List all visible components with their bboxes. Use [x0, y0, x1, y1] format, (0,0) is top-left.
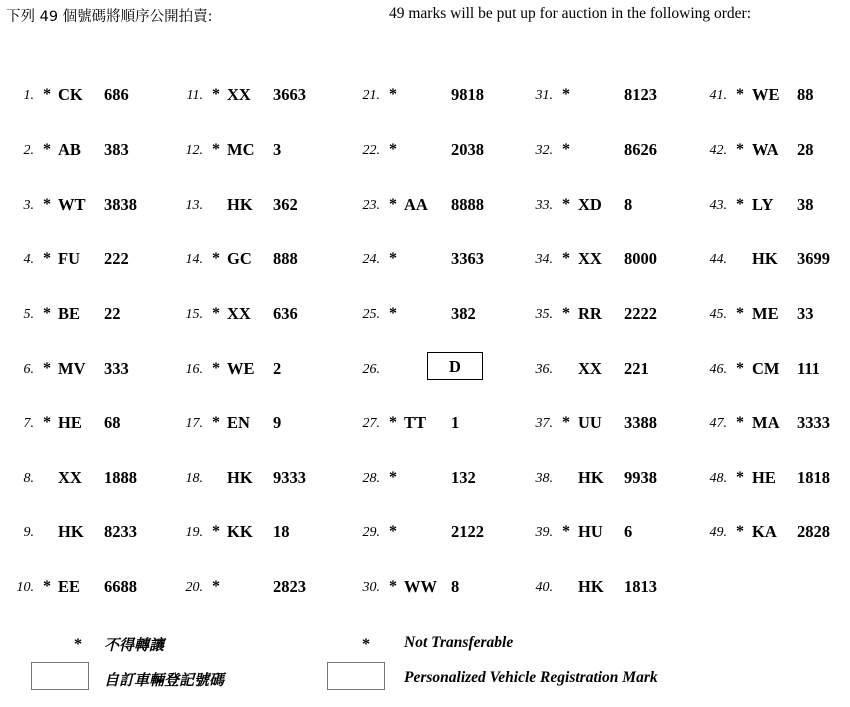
mark-number: 2 — [273, 359, 282, 378]
mark-prefix: RR — [578, 304, 602, 323]
mark-number: 68 — [104, 413, 121, 432]
mark-prefix: CM — [752, 359, 780, 378]
not-transferable-star: * — [736, 86, 744, 103]
not-transferable-star: * — [736, 141, 744, 158]
mark-number: 9333 — [273, 468, 306, 487]
mark-number: 18 — [273, 522, 290, 541]
grid-row — [0, 189, 850, 219]
grid-row — [0, 462, 850, 492]
lot-number: 27. — [362, 416, 380, 431]
not-transferable-star: * — [43, 414, 51, 431]
legend-pvrm-box-en — [327, 662, 385, 690]
mark-prefix: HE — [58, 413, 82, 432]
mark-number: 9938 — [624, 468, 657, 487]
legend-pvrm-zh: 自訂車輛登記號碼 — [104, 671, 225, 689]
mark-number: 3 — [273, 140, 282, 159]
mark-number: 88 — [797, 85, 814, 104]
lot-number: 48. — [709, 471, 727, 486]
mark-prefix: FU — [58, 249, 80, 268]
mark-number: 8000 — [624, 249, 657, 268]
legend-star-symbol: * — [74, 636, 82, 653]
lot-number: 41. — [709, 88, 727, 103]
mark-number: 8 — [624, 195, 633, 214]
not-transferable-star: * — [212, 414, 220, 431]
not-transferable-star: * — [562, 196, 570, 213]
not-transferable-star: * — [389, 469, 397, 486]
mark-prefix: HK — [578, 577, 604, 596]
not-transferable-star: * — [389, 305, 397, 322]
mark-number: 2222 — [624, 304, 657, 323]
lot-number: 45. — [709, 307, 727, 322]
grid-row — [0, 353, 850, 383]
mark-prefix: HE — [752, 468, 776, 487]
mark-prefix: ME — [752, 304, 779, 323]
mark-prefix: EE — [58, 577, 81, 596]
mark-number: 1888 — [104, 468, 137, 487]
mark-prefix: HK — [227, 468, 253, 487]
mark-prefix: HK — [578, 468, 604, 487]
mark-number: 8888 — [451, 195, 484, 214]
mark-prefix: MV — [58, 359, 86, 378]
lot-number: 29. — [362, 525, 380, 540]
lot-number: 7. — [23, 416, 34, 431]
mark-number: 3663 — [273, 85, 306, 104]
mark-number: 6688 — [104, 577, 137, 596]
lot-number: 6. — [23, 362, 34, 377]
not-transferable-star: * — [389, 196, 397, 213]
not-transferable-star: * — [212, 250, 220, 267]
not-transferable-star: * — [389, 523, 397, 540]
mark-number: 382 — [451, 304, 476, 323]
mark-prefix: XD — [578, 195, 602, 214]
lot-number: 17. — [185, 416, 203, 431]
mark-number: 3363 — [451, 249, 484, 268]
not-transferable-star: * — [736, 196, 744, 213]
not-transferable-star: * — [389, 86, 397, 103]
mark-prefix: HU — [578, 522, 603, 541]
lot-number: 16. — [185, 362, 203, 377]
mark-prefix: MC — [227, 140, 255, 159]
mark-number: 111 — [797, 359, 820, 378]
mark-prefix: XX — [227, 85, 251, 104]
not-transferable-star: * — [43, 305, 51, 322]
lot-number: 43. — [709, 198, 727, 213]
mark-prefix: BE — [58, 304, 81, 323]
mark-number: 28 — [797, 140, 814, 159]
not-transferable-star: * — [43, 86, 51, 103]
mark-prefix: EN — [227, 413, 250, 432]
header-chinese: 下列 49 個號碼將順序公開拍賣: — [6, 9, 213, 25]
lot-number: 24. — [362, 252, 380, 267]
mark-prefix: XX — [227, 304, 251, 323]
legend-not-transferable-zh: 不得轉讓 — [104, 636, 165, 654]
mark-prefix: TT — [404, 413, 427, 432]
lot-number: 18. — [185, 471, 203, 486]
lot-number: 20. — [185, 580, 203, 595]
not-transferable-star: * — [562, 141, 570, 158]
mark-number: 383 — [104, 140, 129, 159]
mark-number: 3333 — [797, 413, 830, 432]
mark-prefix: UU — [578, 413, 602, 432]
mark-prefix: CK — [58, 85, 83, 104]
mark-prefix: WA — [752, 140, 779, 159]
mark-number: 2122 — [451, 522, 484, 541]
mark-number: 8123 — [624, 85, 657, 104]
grid-row — [0, 298, 850, 328]
lot-number: 1. — [23, 88, 34, 103]
mark-prefix: HK — [58, 522, 84, 541]
mark-prefix: GC — [227, 249, 252, 268]
not-transferable-star: * — [736, 414, 744, 431]
personalized-mark-box: D — [427, 352, 483, 380]
lot-number: 4. — [23, 252, 34, 267]
lot-number: 44. — [709, 252, 727, 267]
legend-pvrm-en: Personalized Vehicle Registration Mark — [404, 669, 658, 686]
mark-number: 222 — [104, 249, 129, 268]
lot-number: 2. — [23, 143, 34, 158]
grid-row — [0, 79, 850, 109]
lot-number: 35. — [535, 307, 553, 322]
lot-number: 9. — [23, 525, 34, 540]
mark-number: 3388 — [624, 413, 657, 432]
not-transferable-star: * — [43, 360, 51, 377]
lot-number: 33. — [535, 198, 553, 213]
grid-row — [0, 516, 850, 546]
lot-number: 23. — [362, 198, 380, 213]
not-transferable-star: * — [212, 523, 220, 540]
not-transferable-star: * — [562, 86, 570, 103]
mark-number: 362 — [273, 195, 298, 214]
legend-pvrm-box — [31, 662, 89, 690]
grid-row — [0, 243, 850, 273]
legend-star-symbol-en: * — [362, 636, 370, 653]
not-transferable-star: * — [212, 305, 220, 322]
not-transferable-star: * — [562, 305, 570, 322]
not-transferable-star: * — [736, 305, 744, 322]
not-transferable-star: * — [562, 414, 570, 431]
mark-prefix: WE — [227, 359, 255, 378]
lot-number: 8. — [23, 471, 34, 486]
not-transferable-star: * — [389, 250, 397, 267]
mark-prefix: HK — [752, 249, 778, 268]
not-transferable-star: * — [43, 196, 51, 213]
lot-number: 25. — [362, 307, 380, 322]
lot-number: 5. — [23, 307, 34, 322]
lot-number: 3. — [23, 198, 34, 213]
mark-number: 132 — [451, 468, 476, 487]
lot-number: 19. — [185, 525, 203, 540]
lot-number: 31. — [535, 88, 553, 103]
lot-number: 32. — [535, 143, 553, 158]
lot-number: 37. — [535, 416, 553, 431]
not-transferable-star: * — [43, 250, 51, 267]
mark-number: 2038 — [451, 140, 484, 159]
mark-number: 2823 — [273, 577, 306, 596]
not-transferable-star: * — [43, 141, 51, 158]
mark-number: 2828 — [797, 522, 830, 541]
mark-prefix: KK — [227, 522, 253, 541]
mark-number: 686 — [104, 85, 129, 104]
mark-prefix: WT — [58, 195, 86, 214]
mark-number: 1813 — [624, 577, 657, 596]
lot-number: 40. — [535, 580, 553, 595]
lot-number: 49. — [709, 525, 727, 540]
not-transferable-star: * — [736, 469, 744, 486]
mark-number: 38 — [797, 195, 814, 214]
mark-prefix: WE — [752, 85, 780, 104]
mark-prefix: LY — [752, 195, 774, 214]
mark-number: 8626 — [624, 140, 657, 159]
mark-number: 1818 — [797, 468, 830, 487]
mark-prefix: XX — [578, 249, 602, 268]
lot-number: 14. — [185, 252, 203, 267]
lot-number: 11. — [186, 88, 203, 103]
not-transferable-star: * — [736, 523, 744, 540]
not-transferable-star: * — [43, 578, 51, 595]
mark-prefix: AA — [404, 195, 428, 214]
mark-number: 22 — [104, 304, 121, 323]
mark-prefix: AB — [58, 140, 81, 159]
mark-number: 3699 — [797, 249, 830, 268]
mark-number: 8 — [451, 577, 460, 596]
lot-number: 28. — [362, 471, 380, 486]
lot-number: 47. — [709, 416, 727, 431]
lot-number: 26. — [362, 362, 380, 377]
lot-number: 34. — [535, 252, 553, 267]
mark-number: 8233 — [104, 522, 137, 541]
mark-prefix: MA — [752, 413, 780, 432]
lot-number: 10. — [16, 580, 34, 595]
mark-prefix: HK — [227, 195, 253, 214]
mark-prefix: KA — [752, 522, 777, 541]
not-transferable-star: * — [212, 578, 220, 595]
lot-number: 46. — [709, 362, 727, 377]
not-transferable-star: * — [562, 523, 570, 540]
mark-number: 1 — [451, 413, 460, 432]
not-transferable-star: * — [562, 250, 570, 267]
lot-number: 21. — [362, 88, 380, 103]
lot-number: 39. — [535, 525, 553, 540]
lot-number: 36. — [535, 362, 553, 377]
lot-number: 13. — [185, 198, 203, 213]
lot-number: 42. — [709, 143, 727, 158]
lot-number: 30. — [362, 580, 380, 595]
mark-prefix: XX — [58, 468, 82, 487]
mark-number: 33 — [797, 304, 814, 323]
lot-number: 22. — [362, 143, 380, 158]
mark-prefix: XX — [578, 359, 602, 378]
mark-number: 333 — [104, 359, 129, 378]
not-transferable-star: * — [389, 414, 397, 431]
not-transferable-star: * — [736, 360, 744, 377]
not-transferable-star: * — [389, 578, 397, 595]
not-transferable-star: * — [212, 360, 220, 377]
grid-row — [0, 407, 850, 437]
header-english: 49 marks will be put up for auction in the following order: — [389, 5, 752, 22]
mark-number: 221 — [624, 359, 649, 378]
not-transferable-star: * — [212, 141, 220, 158]
lot-number: 15. — [185, 307, 203, 322]
mark-prefix: WW — [404, 577, 437, 596]
mark-number: 9818 — [451, 85, 484, 104]
lot-number: 38. — [535, 471, 553, 486]
mark-number: 9 — [273, 413, 282, 432]
legend-not-transferable-en: Not Transferable — [404, 634, 514, 651]
mark-number: 6 — [624, 522, 633, 541]
mark-number: 3838 — [104, 195, 137, 214]
not-transferable-star: * — [389, 141, 397, 158]
grid-row — [0, 134, 850, 164]
grid-row — [0, 571, 850, 601]
mark-number: 888 — [273, 249, 298, 268]
mark-number: 636 — [273, 304, 298, 323]
not-transferable-star: * — [212, 86, 220, 103]
lot-number: 12. — [185, 143, 203, 158]
